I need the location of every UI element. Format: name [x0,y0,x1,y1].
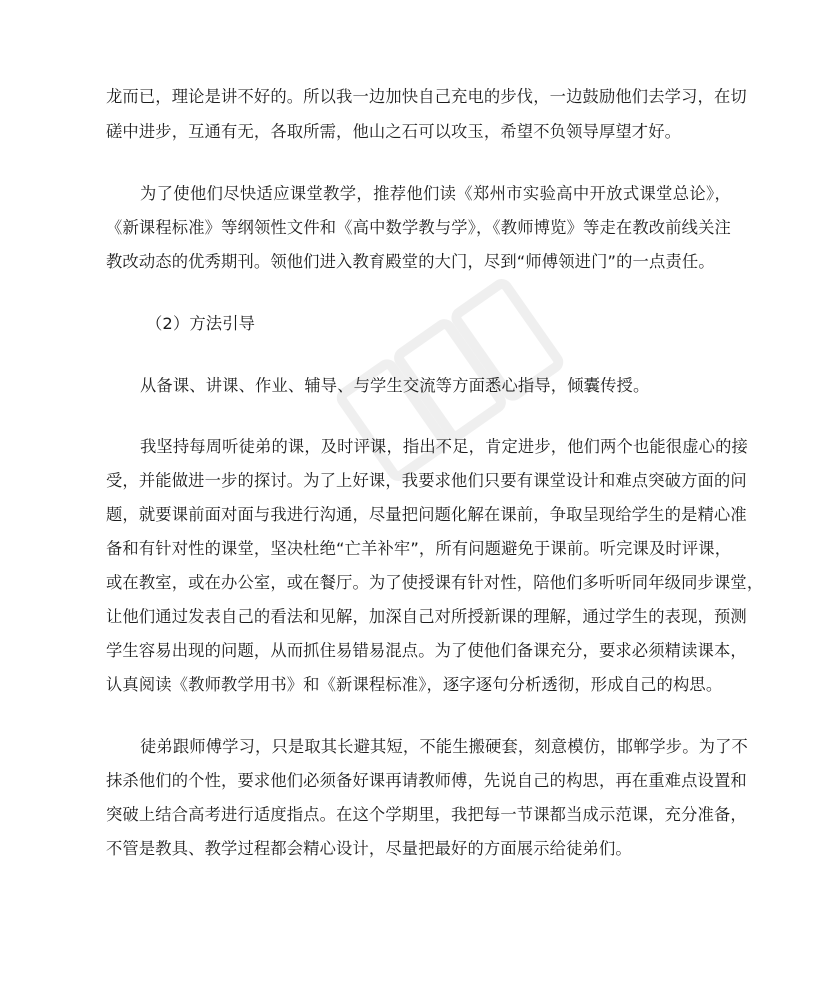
paragraph-4-line-4: 备和有针对性的课堂，坚决杜绝“亡羊补牢”，所有问题避免于课前。听完课及时评课， [106,539,732,558]
section-subheading: （2）方法引导 [146,314,256,333]
paragraph-1-line-2: 磋中进步，互通有无，各取所需，他山之石可以攻玉，希望不负领导厚望才好。 [106,122,682,141]
paragraph-4-line-5: 或在教室，或在办公室，或在餐厅。为了使授课有针对性，陪他们多听听同年级同步课堂， [106,573,764,592]
paragraph-5-line-3: 突破上结合高考进行适度指点。在这个学期里，我把每一节课都当成示范课，充分准备， [106,805,747,824]
paragraph-2-line-3: 教改动态的优秀期刊。领他们进入教育殿堂的大门，尽到“师傅领进门”的一点责任。 [106,252,715,271]
paragraph-1-line-1: 龙而已，理论是讲不好的。所以我一边加快自己充电的步伐，一边鼓励他们去学习，在切 [106,87,747,106]
paragraph-2-line-2: 《新课程标准》等纲领性文件和《高中数学教与学》，《教师博览》等走在教改前线关注 [106,218,731,237]
paragraph-2-line-1: 为了使他们尽快适应课堂教学，推荐他们读《郑州市实验高中开放式课堂总论》， [140,184,731,203]
paragraph-4-line-1: 我坚持每周听徒弟的课，及时评课，指出不足，肯定进步，他们两个也能很虚心的接 [140,437,748,456]
paragraph-4-line-7: 学生容易出现的问题，从而抓住易错易混点。为了使他们备课充分，要求必须精读课本， [106,641,747,660]
paragraph-4-line-6: 让他们通过发表自己的看法和见解，加深自己对所授新课的理解，通过学生的表现，预测 [106,607,747,626]
paragraph-3-line-1: 从备课、讲课、作业、辅导、与学生交流等方面悉心指导，倾囊传授。 [140,376,650,395]
paragraph-5-line-1: 徒弟跟师傅学习，只是取其长避其短，不能生搬硬套，刻意模仿，邯郸学步。为了不 [140,737,748,756]
paragraph-4-line-8: 认真阅读《教师教学用书》和《新课程标准》，逐字逐句分析透彻，形成自己的构思。 [106,675,723,694]
paragraph-4-line-2: 受，并能做进一步的探讨。为了上好课，我要求他们只要有课堂设计和难点突破方面的问 [106,471,747,490]
paragraph-5-line-4: 不管是教具、教学过程都会精心设计，尽量把最好的方面展示给徒弟们。 [106,839,632,858]
paragraph-5-line-2: 抹杀他们的个性，要求他们必须备好课再请教师傅，先说自己的构思，再在重难点设置和 [106,771,747,790]
paragraph-4-line-3: 题，就要课前面对面与我进行沟通，尽量把问题化解在课前，争取呈现给学生的是精心准 [106,505,747,524]
